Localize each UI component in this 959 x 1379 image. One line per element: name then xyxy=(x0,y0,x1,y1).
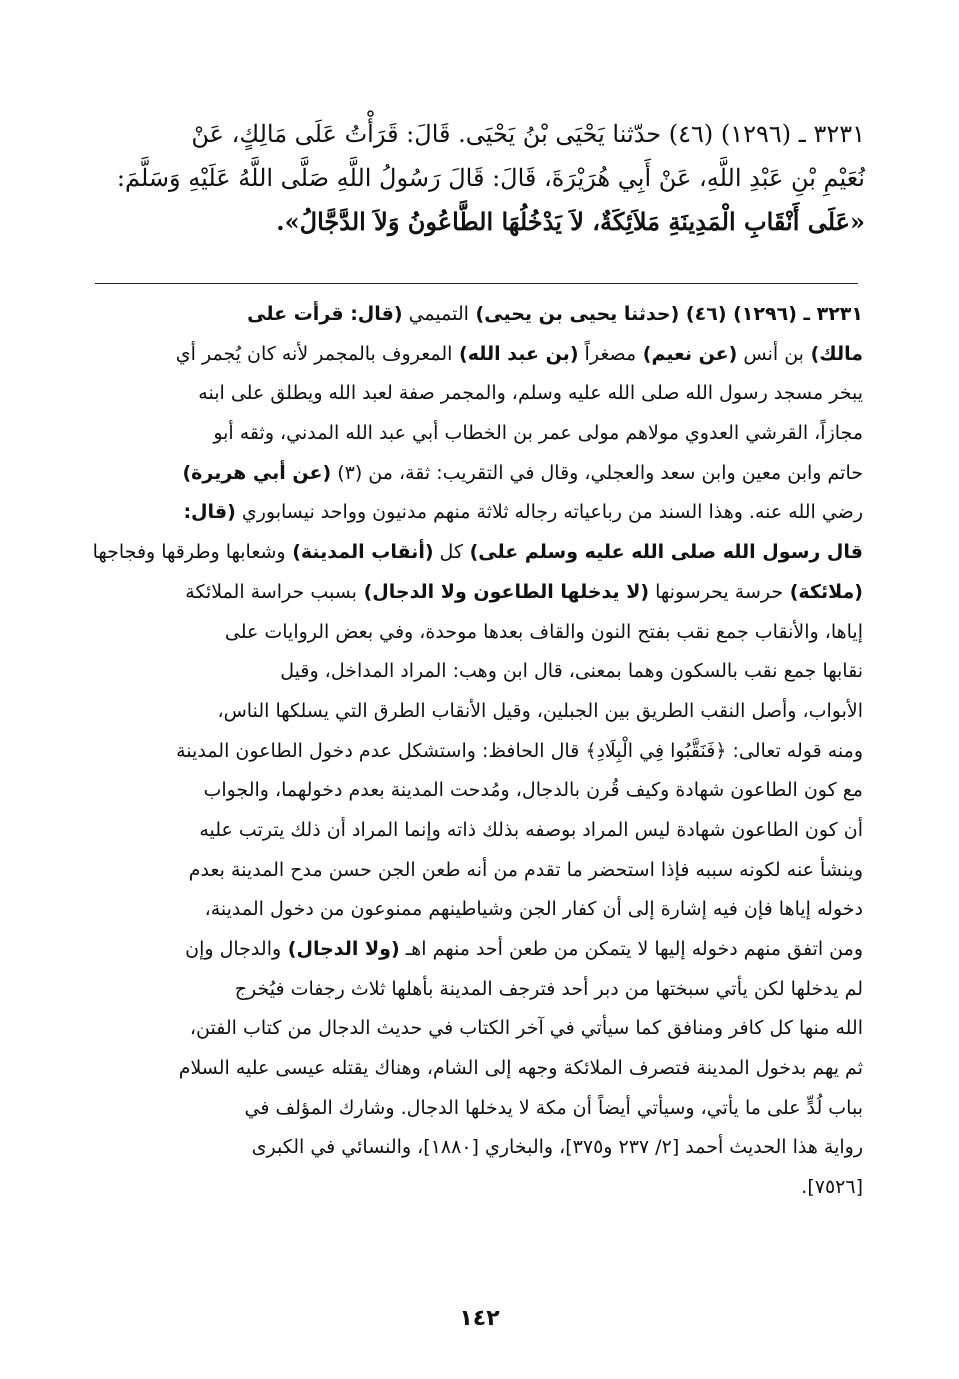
commentary-segment: بن أنس xyxy=(737,342,804,365)
hadith-line: ٣٢٣١ ـ (١٢٩٦) (٤٦) حدّثنا يَحْيَى بْنُ يَحْيَى. قَالَ: قَرَأْتُ عَلَى مَالِكٍ، عَنْ xyxy=(191,120,865,148)
commentary-line xyxy=(86,1049,863,1089)
commentary-line xyxy=(86,1089,863,1129)
commentary-segment: حرسة يحرسونها xyxy=(649,580,784,603)
commentary-line xyxy=(86,652,863,692)
hadith-prophet-quote: «عَلَى أَنْقَابِ الْمَدِينَةِ مَلاَئِكَةٌ، لاَ يَدْخُلُهَا الطَّاعُونُ وَلاَ الدَّجَّالُ». xyxy=(276,207,865,236)
commentary-line xyxy=(86,1168,863,1208)
commentary-bold-segment: ٣٢٣١ ـ (١٢٩٦) (٤٦) (حدثنا يحيى بن يحيى) xyxy=(468,303,863,325)
commentary-line xyxy=(86,335,863,375)
commentary-segment: مجازاً، القرشي العدوي مولاهم مولى عمر بن الخطاب أبي عبد الله المدني، وثقه أبو xyxy=(213,422,863,445)
commentary-segment: دخوله إياها فإن فيه إشارة إلى أن كفار الجن وشياطينهم ممنوعون من دخول المدينة، xyxy=(204,898,863,921)
commentary-segment: الله منها كل كافر ومنافق كما سيأتي في آخر الكتاب في حديث الدجال من كتاب الفتن، xyxy=(189,1017,863,1040)
hadith-line: نُعَيْمِ بْنِ عَبْدِ اللَّهِ، عَنْ أَبِي هُرَيْرَةَ، قَالَ: قَالَ رَسُولُ اللَّهِ صَلَّى اللَّهُ عَلَيْهِ وَسَلَّمَ: xyxy=(116,164,865,192)
commentary-segment: الأبواب، وأصل النقب الطريق بين الجبلين، وقيل الأنقاب الطرق التي يسلكها الناس، xyxy=(217,699,863,722)
commentary-segment: المعروف بالمجمر لأنه كان يُجمر أي xyxy=(175,342,453,365)
commentary-segment: مصغراً xyxy=(578,342,637,365)
commentary-line xyxy=(86,930,863,970)
commentary-line xyxy=(86,493,863,533)
commentary-segment: [٧٥٢٦]. xyxy=(801,1176,863,1199)
commentary-line xyxy=(86,1128,863,1168)
commentary-bold-segment: (قال: قرأت على xyxy=(247,303,403,325)
commentary-bold-segment: (لا يدخلها الطاعون ولا الدجال) xyxy=(356,580,650,603)
section-divider xyxy=(95,283,858,284)
commentary-segment: والدجال وإن xyxy=(185,938,282,960)
commentary-segment: رضي الله عنه. وهذا السند من رباعياته رجاله ثلاثة منهم مدنيون وواحد نيسابوري xyxy=(235,501,863,524)
commentary-segment: نقابها جمع نقب بالسكون وهما بمعنى، قال ابن وهب: المراد المداخل، وقيل xyxy=(280,660,863,683)
commentary-segment: بسبب حراسة الملائكة xyxy=(185,580,357,603)
hadith-text xyxy=(95,112,865,244)
commentary-line xyxy=(86,811,863,851)
commentary-segment: ومن اتفق منهم دخوله إليها لا يتمكن من طعن أحد منهم اهـ xyxy=(399,938,863,960)
commentary-bold-segment: مالك) xyxy=(803,342,863,365)
commentary-segment: يبخر مسجد رسول الله صلى الله عليه وسلم، والمجمر صفة لعبد الله ويطلق على ابنه xyxy=(198,382,863,405)
commentary-line xyxy=(86,295,863,335)
commentary-line xyxy=(86,414,863,454)
commentary-line xyxy=(86,692,863,732)
commentary-line xyxy=(86,374,863,414)
commentary-text xyxy=(86,295,863,1208)
commentary-segment: إياها، والأنقاب جمع نقب بفتح النون والقاف بعدها موحدة، وفي بعض الروايات على xyxy=(224,620,863,643)
commentary-line xyxy=(86,970,863,1010)
commentary-line xyxy=(86,851,863,891)
commentary-line xyxy=(86,1009,863,1049)
commentary-line xyxy=(86,613,863,653)
commentary-segment: التميمي xyxy=(402,303,469,325)
commentary-segment: أن كون الطاعون شهادة ليس المراد بوصفه بذلك ذاته وإنما المراد أن ذلك يترتب عليه xyxy=(199,818,863,841)
commentary-segment: ثم يهم بدخول المدينة فتصرف الملائكة وجهه إلى الشام، وهناك يقتله عيسى عليه السلام xyxy=(178,1057,863,1080)
commentary-segment: كل xyxy=(433,541,463,564)
commentary-bold-segment: (عن نعيم) xyxy=(636,342,738,365)
page-number: ١٤٢ xyxy=(459,1306,500,1331)
commentary-segment: رواية هذا الحديث أحمد [٢/ ٢٣٧ و٣٧٥]، والبخاري [١٨٨٠]، والنسائي في الكبرى xyxy=(251,1136,863,1159)
commentary-line xyxy=(86,771,863,811)
commentary-line xyxy=(86,573,863,613)
commentary-line xyxy=(86,533,863,573)
commentary-segment: حاتم وابن معين وابن سعد والعجلي، وقال في التقريب: ثقة، من (٣) xyxy=(331,461,863,484)
commentary-bold-segment: (عن أبي هريرة) xyxy=(182,461,332,484)
commentary-segment: ومنه قوله تعالى: ﴿فَنَقَّبُوا فِي الْبِلَادِ﴾ قال الحافظ: واستشكل عدم دخول الطاعون المدينة xyxy=(176,739,863,762)
commentary-segment: بباب لُدٍّ على ما يأتي، وسيأتي أيضاً أن مكة لا يدخلها الدجال. وشارك المؤلف في xyxy=(244,1096,863,1119)
commentary-segment: وشعابها وطرقها وفجاجها xyxy=(92,541,286,564)
commentary-bold-segment: (ولا الدجال) xyxy=(281,938,400,960)
commentary-bold-segment: (أنقاب المدينة) xyxy=(285,541,434,564)
commentary-segment: لم يدخلها لكن يأتي سبختها من دبر أحد فترجف المدينة بأهلها ثلاث رجفات فيُخرج xyxy=(234,977,863,1000)
commentary-bold-segment: (ملائكة) xyxy=(783,580,863,603)
commentary-segment: مع كون الطاعون شهادة وكيف قُرن بالدجال، ومُدحت المدينة بعدم دخولهما، والجواب xyxy=(203,779,863,802)
commentary-segment: وينشأ عنه لكونه سببه فإذا استحضر ما تقدم من أنه طعن الجن حسن مدح المدينة بعدم xyxy=(188,858,863,881)
commentary-bold-segment: (بن عبد الله) xyxy=(452,342,579,365)
commentary-line xyxy=(86,890,863,930)
commentary-line xyxy=(86,454,863,494)
commentary-line xyxy=(86,732,863,772)
commentary-bold-segment: (قال: xyxy=(183,501,236,524)
commentary-bold-segment: قال رسول الله صلى الله عليه وسلم على) xyxy=(463,541,863,564)
